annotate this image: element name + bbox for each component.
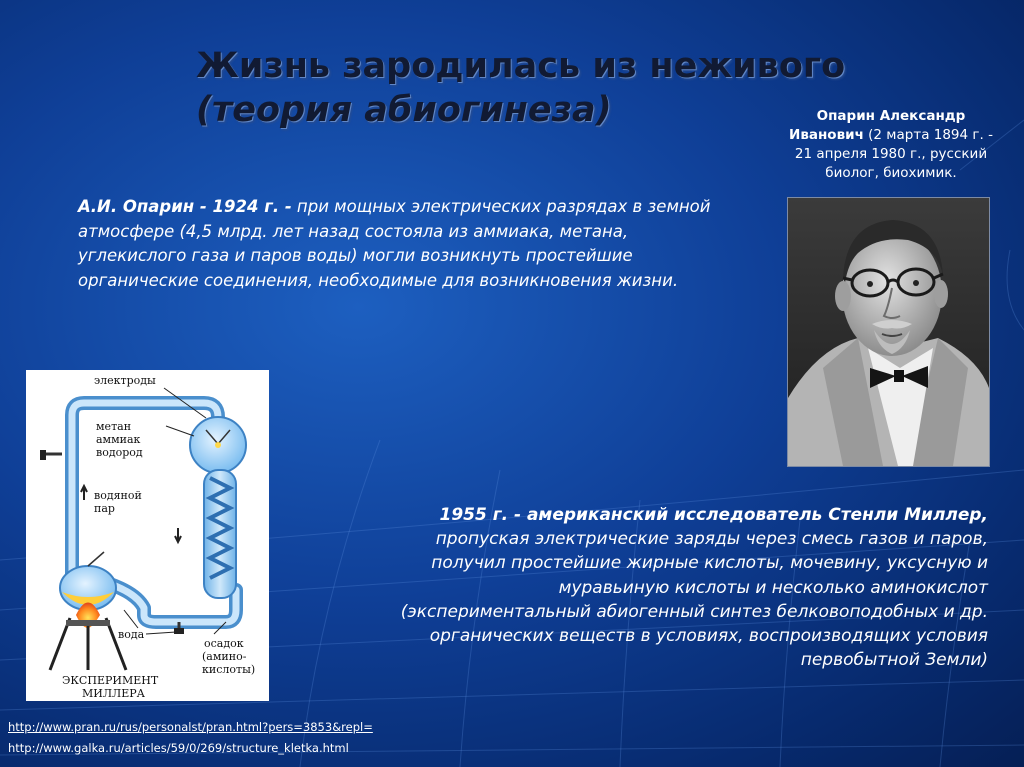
miller-line-7: первобытной Земли) <box>800 650 988 671</box>
caption-line-2: МИЛЛЕРА <box>82 687 145 700</box>
label-water: вода <box>118 628 145 641</box>
source-link-galka[interactable]: http://www.galka.ru/articles/59/0/269/structure_kletka.html <box>8 741 349 755</box>
label-vapor-1: водяной <box>94 489 142 502</box>
miller-line-4: муравьиную кислоты и несколько аминокислот <box>558 577 988 598</box>
oparin-portrait <box>787 197 990 467</box>
label-electrodes: электроды <box>94 374 156 387</box>
miller-lead: 1955 г. - американский исследователь Стенли Миллер, <box>439 505 988 525</box>
label-sediment-2: (амино- <box>202 650 247 663</box>
portrait-image <box>788 198 989 466</box>
oparin-text: при мощных электрических разрядах в земной атмосфере (4,5 млрд. лет назад состояла из аммиака, метана, углекислого газа и паров воды) могли возникнуть простейшие органические соединения, необходимые для возникновения жизни. <box>78 197 711 290</box>
bio-name: Опарин Александр Иванович <box>789 108 966 143</box>
apparatus-illustration <box>26 370 269 701</box>
label-sediment-3: кислоты) <box>202 663 256 676</box>
bio-details: (2 марта 1894 г. - 21 апреля 1980 г., русский биолог, биохимик. <box>794 127 993 181</box>
miller-paragraph <box>300 503 988 672</box>
caption-line-1: ЭКСПЕРИМЕНТ <box>62 674 159 687</box>
title-line-1: Жизнь зародилась из неживого <box>196 46 846 86</box>
miller-line-3: получил простейшие жирные кислоты, мочевину, уксусную и <box>431 553 988 574</box>
oparin-bio <box>782 107 1000 183</box>
page-title <box>196 44 856 132</box>
miller-line-6: органических веществ в условиях, воспроизводящих условия <box>429 626 988 647</box>
label-gases-2: аммиак <box>96 433 141 446</box>
oparin-lead: А.И. Опарин - 1924 г. - <box>78 197 292 216</box>
miller-line-5: (экспериментальный абиогенный синтез белковоподобных и др. <box>400 601 988 622</box>
label-vapor-2: пар <box>94 502 115 515</box>
label-sediment-1: осадок <box>204 637 244 650</box>
miller-experiment-diagram <box>26 370 269 701</box>
title-line-2: (теория абиогинеза) <box>196 90 612 130</box>
miller-line-2: пропуская электрические заряды через смесь газов и паров, <box>435 529 988 550</box>
source-link-pran[interactable]: http://www.pran.ru/rus/personalst/pran.html?pers=3853&repl= <box>8 720 373 734</box>
label-gases-1: метан <box>96 420 132 433</box>
oparin-paragraph <box>78 195 718 293</box>
label-gases-3: водород <box>96 446 143 459</box>
